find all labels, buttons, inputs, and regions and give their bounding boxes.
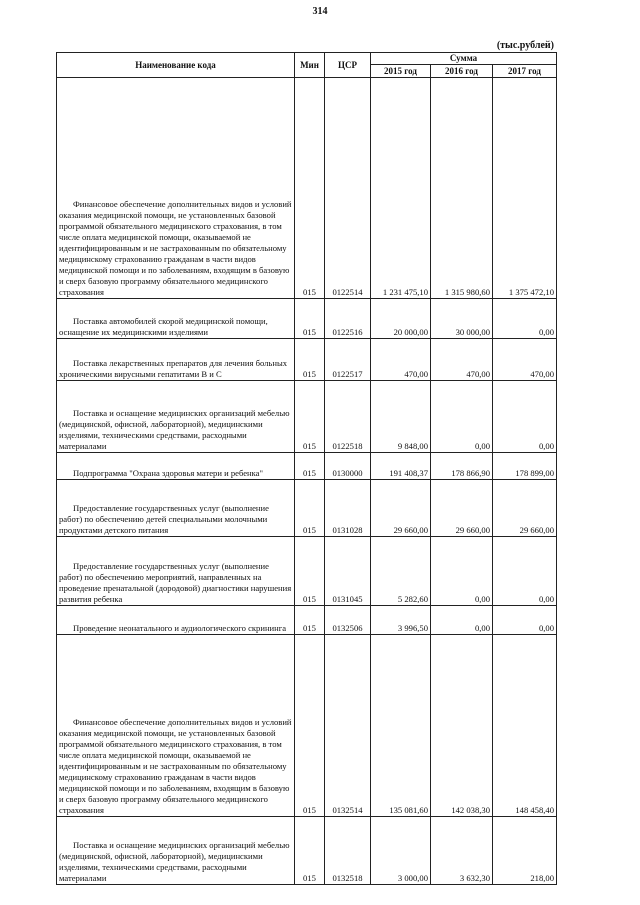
row-value-2017: 218,00 bbox=[493, 817, 557, 885]
row-value-2017: 148 458,40 bbox=[493, 635, 557, 817]
row-value-2015: 9 848,00 bbox=[371, 381, 431, 453]
row-value-2017: 29 660,00 bbox=[493, 480, 557, 537]
row-value-2016: 0,00 bbox=[431, 537, 493, 606]
row-csr: 0131028 bbox=[325, 480, 371, 537]
header-min: Мин bbox=[295, 53, 325, 78]
header-year-2015: 2015 год bbox=[371, 65, 431, 78]
row-min: 015 bbox=[295, 78, 325, 299]
page-number: 314 bbox=[312, 6, 328, 17]
row-name: Подпрограмма "Охрана здоровья матери и ребенка" bbox=[57, 453, 295, 480]
row-value-2016: 178 866,90 bbox=[431, 453, 493, 480]
row-csr: 0122517 bbox=[325, 339, 371, 381]
table-row bbox=[57, 635, 557, 817]
table-row bbox=[57, 381, 557, 453]
row-value-2016: 142 038,30 bbox=[431, 635, 493, 817]
header-csr: ЦСР bbox=[325, 53, 371, 78]
row-name: Предоставление государственных услуг (выполнение работ) по обеспечению детей специальными молочными продуктами детского питания bbox=[57, 480, 295, 537]
header-year-2017: 2017 год bbox=[493, 65, 557, 78]
header-sum: Сумма bbox=[371, 53, 557, 65]
row-value-2015: 470,00 bbox=[371, 339, 431, 381]
row-csr: 0122518 bbox=[325, 381, 371, 453]
row-name: Проведение неонатального и аудиологического скрининга bbox=[57, 606, 295, 635]
row-min: 015 bbox=[295, 381, 325, 453]
row-value-2016: 3 632,30 bbox=[431, 817, 493, 885]
row-min: 015 bbox=[295, 635, 325, 817]
table-row bbox=[57, 537, 557, 606]
row-name: Поставка автомобилей скорой медицинской помощи, оснащение их медицинскими изделиями bbox=[57, 299, 295, 339]
budget-table bbox=[56, 52, 557, 885]
row-min: 015 bbox=[295, 299, 325, 339]
header-name: Наименование кода bbox=[57, 53, 295, 78]
row-csr: 0132506 bbox=[325, 606, 371, 635]
row-value-2015: 20 000,00 bbox=[371, 299, 431, 339]
row-min: 015 bbox=[295, 817, 325, 885]
table-row bbox=[57, 339, 557, 381]
row-value-2016: 1 315 980,60 bbox=[431, 78, 493, 299]
row-value-2017: 0,00 bbox=[493, 299, 557, 339]
row-csr: 0132518 bbox=[325, 817, 371, 885]
row-csr: 0132514 bbox=[325, 635, 371, 817]
row-value-2017: 0,00 bbox=[493, 606, 557, 635]
row-csr: 0122516 bbox=[325, 299, 371, 339]
table-body bbox=[57, 78, 557, 885]
row-csr: 0131045 bbox=[325, 537, 371, 606]
table-row bbox=[57, 78, 557, 299]
row-min: 015 bbox=[295, 606, 325, 635]
row-csr: 0122514 bbox=[325, 78, 371, 299]
row-value-2017: 0,00 bbox=[493, 537, 557, 606]
row-value-2015: 5 282,60 bbox=[371, 537, 431, 606]
table-row bbox=[57, 606, 557, 635]
row-value-2017: 470,00 bbox=[493, 339, 557, 381]
row-value-2015: 3 000,00 bbox=[371, 817, 431, 885]
row-value-2016: 0,00 bbox=[431, 381, 493, 453]
row-value-2015: 29 660,00 bbox=[371, 480, 431, 537]
row-value-2015: 3 996,50 bbox=[371, 606, 431, 635]
row-value-2017: 178 899,00 bbox=[493, 453, 557, 480]
row-name: Финансовое обеспечение дополнительных видов и условий оказания медицинской помощи, не установленных базовой программой обязательного медицинского страхования, в том числе оплата медицинской помощи, оказываемой не идентифицированным и не застрахованным по обязательному медицинскому страхованию гражданам в части видов медицинской помощи и по заболеваниям, входящим в базовую и сверх базовую программу обязательного медицинского страхования bbox=[57, 635, 295, 817]
row-min: 015 bbox=[295, 453, 325, 480]
row-min: 015 bbox=[295, 537, 325, 606]
row-value-2017: 1 375 472,10 bbox=[493, 78, 557, 299]
units-label: (тыс.рублей) bbox=[496, 40, 554, 51]
table-row bbox=[57, 453, 557, 480]
table-row bbox=[57, 817, 557, 885]
table-row bbox=[57, 480, 557, 537]
row-value-2016: 470,00 bbox=[431, 339, 493, 381]
row-value-2016: 29 660,00 bbox=[431, 480, 493, 537]
row-min: 015 bbox=[295, 339, 325, 381]
row-name: Поставка и оснащение медицинских организаций мебелью (медицинской, офисной, лабораторной), медицинскими изделиями, техническими средствами, расходными материалами bbox=[57, 381, 295, 453]
row-csr: 0130000 bbox=[325, 453, 371, 480]
row-min: 015 bbox=[295, 480, 325, 537]
row-value-2016: 0,00 bbox=[431, 606, 493, 635]
row-name: Финансовое обеспечение дополнительных видов и условий оказания медицинской помощи, не установленных базовой программой обязательного медицинского страхования, в том числе оплата медицинской помощи, оказываемой не идентифицированным и не застрахованным по обязательному медицинскому страхованию гражданам в части видов медицинской помощи и по заболеваниям, входящим в базовую и сверх базовую программу обязательного медицинского страхования bbox=[57, 78, 295, 299]
header-year-2016: 2016 год bbox=[431, 65, 493, 78]
row-name: Поставка лекарственных препаратов для лечения больных хроническими вирусными гепатитами В и С bbox=[57, 339, 295, 381]
row-value-2017: 0,00 bbox=[493, 381, 557, 453]
row-value-2016: 30 000,00 bbox=[431, 299, 493, 339]
table-row bbox=[57, 299, 557, 339]
row-name: Поставка и оснащение медицинских организаций мебелью (медицинской, офисной, лабораторной), медицинскими изделиями, техническими средствами, расходными материалами bbox=[57, 817, 295, 885]
row-value-2015: 135 081,60 bbox=[371, 635, 431, 817]
row-value-2015: 191 408,37 bbox=[371, 453, 431, 480]
row-name: Предоставление государственных услуг (выполнение работ) по обеспечению мероприятий, направленных на проведение пренатальной (дородовой) диагностики нарушения развития ребенка bbox=[57, 537, 295, 606]
row-value-2015: 1 231 475,10 bbox=[371, 78, 431, 299]
table-header bbox=[57, 53, 557, 78]
